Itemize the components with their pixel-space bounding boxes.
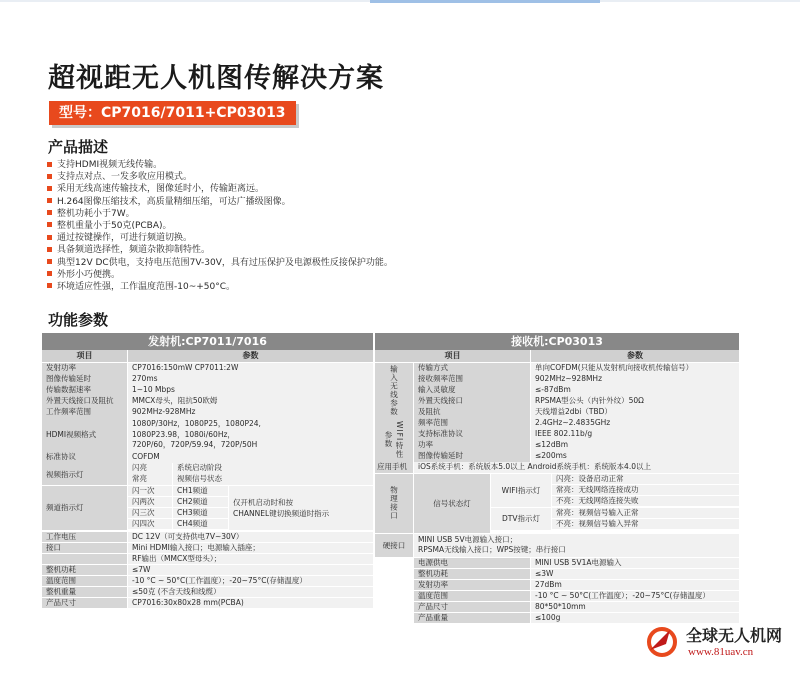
rx-row-value: ≤100g: [531, 613, 739, 624]
feature-text: 整机功耗小于7W。: [57, 208, 135, 219]
rx-app-value: iOS系统手机：系统版本5.0以上 Android系统手机：系统版本4.0以上: [414, 462, 739, 473]
feature-text: 采用无线高速传输技术，图像延时小，传输距离远。: [57, 184, 265, 195]
rx-wifi-led-label: WIFI指示灯: [491, 474, 551, 507]
tx-row-value: 270ms: [128, 374, 373, 385]
tx-row-value: CP7016:30x80x28 mm(PCBA): [128, 598, 373, 609]
bullet-icon: [47, 186, 52, 191]
rx-hw-interface-label: 硬接口: [375, 534, 413, 557]
tx-row-label: 温度范围: [42, 576, 127, 587]
model-badge: 型号：CP7016/7011+CP03013: [49, 101, 296, 125]
video-led-label: 视频指示灯: [42, 463, 127, 485]
tx-row-value: COFDM: [128, 452, 373, 463]
spec-table: [42, 333, 739, 639]
rx-row-value: ≤12dBm: [531, 440, 739, 451]
channel-led-name: CH3频道: [173, 508, 228, 519]
hdmi-format-line: 1080P23.98，1080i/60Hz，: [132, 429, 235, 439]
rx-row-label: 接收频率范围: [414, 374, 530, 385]
top-tab-indicator: [370, 0, 600, 3]
rx-row-value: 2.4GHz~2.4835GHz: [531, 418, 739, 429]
feature-item: [46, 196, 393, 208]
tx-row-label: 传输数据速率: [42, 385, 127, 396]
rx-row-value: 单向COFDM(只能从发射机向接收机传输信号）: [531, 363, 739, 374]
rx-row-value: 80*50*10mm: [531, 602, 739, 613]
channel-led-note-line: 仅开机启动时和按: [233, 497, 293, 507]
bullet-icon: [47, 235, 52, 240]
rx-dtv-led-state: 常亮：视频信号输入正常: [552, 508, 739, 519]
feature-text: 典型12V DC供电，支持电压范围7V-30V，具有过压保护及电源极性反接保护功能。: [57, 257, 393, 268]
bullet-icon: [47, 198, 52, 203]
tx-col-item: 项目: [42, 350, 127, 362]
feature-text: 具备频道选择性，频道杂散抑制特性。: [57, 245, 211, 256]
channel-led-name: CH4频道: [173, 519, 228, 530]
tx-row-value: 902MHz-928MHz: [128, 407, 373, 418]
bullet-icon: [47, 174, 52, 179]
tx-row-value: Mini HDMI输入接口；电源输入插座；: [128, 543, 373, 554]
channel-led-state: 闪一次: [128, 486, 172, 497]
rx-row-value: RPSMA型公头（内针外纹）50Ω: [531, 396, 739, 407]
tx-row-label: 工作频率范围: [42, 407, 127, 418]
logo-name: 全球无人机网: [686, 626, 783, 645]
channel-led-name: CH2频道: [173, 497, 228, 508]
feature-item: [46, 220, 393, 232]
rx-row-value: MINI USB 5V1A电源输入: [531, 558, 739, 569]
rx-row-label: 输入灵敏度: [414, 385, 530, 396]
rx-row-value: 27dBm: [531, 580, 739, 591]
tx-row-label: [42, 554, 127, 565]
tx-row-value: -10 °C ~ 50°C(工作温度）；-20~75°C(存储温度）: [128, 576, 373, 587]
feature-item: [46, 183, 393, 195]
rx-row-label: 温度范围: [414, 591, 530, 602]
rx-row-label: 及阻抗: [414, 407, 530, 418]
section-title-specs: 功能参数: [48, 311, 109, 329]
rx-row-value: ≤3W: [531, 569, 739, 580]
video-led-state: 闪亮: [128, 463, 172, 474]
tx-row-value: DC 12V（可支持供电7V~30V）: [128, 532, 373, 543]
bullet-icon: [47, 162, 52, 167]
channel-led-state: 闪三次: [128, 508, 172, 519]
tx-row-label: 整机重量: [42, 587, 127, 598]
tx-header: 发射机:CP7011/7016: [42, 333, 373, 350]
rx-col-item: 项目: [375, 350, 530, 362]
channel-led-state: 闪两次: [128, 497, 172, 508]
tx-row-value: RF输出（MMCX型母头）；: [128, 554, 373, 565]
feature-item: [46, 171, 393, 183]
tx-row-label: 发射功率: [42, 363, 127, 374]
rx-row-value: ≤200ms: [531, 451, 739, 462]
hdmi-format-line: 720P/60，720P/59.94，720P/50H: [132, 440, 258, 449]
channel-led-name: CH1频道: [173, 486, 228, 497]
rx-app-label: 应用手机: [375, 462, 413, 473]
rx-group-physical: 物理接口: [375, 474, 413, 533]
bullet-icon: [47, 271, 52, 276]
tx-row-value: 1~10 Mbps: [128, 385, 373, 396]
tx-row-label: 图像传输延时: [42, 374, 127, 385]
tx-row-label: 标准协议: [42, 452, 127, 463]
rx-dtv-led-state: 不亮：视频信号输入异常: [552, 519, 739, 530]
feature-item: [46, 281, 393, 293]
tx-col-param: 参数: [128, 350, 373, 362]
tx-row-label: 工作电压: [42, 532, 127, 543]
rx-row-label: 电源供电: [414, 558, 530, 569]
feature-text: 支持点对点、一发多收应用模式。: [57, 172, 193, 183]
hdmi-format-label: HDMI视频格式: [42, 418, 127, 452]
rx-row-label: 传输方式: [414, 363, 530, 374]
tx-row-label: 接口: [42, 543, 127, 554]
channel-led-note-line: CHANNEL键切换频道时指示: [233, 508, 330, 518]
tx-row-label: 外置天线接口及阻抗: [42, 396, 127, 407]
rx-hw-interface-line: MINI USB 5V电源输入接口；: [418, 534, 518, 544]
rx-wifi-led-state: 闪亮：设备启动正常: [552, 474, 739, 485]
rx-group-wifi-params: WIFI特性参数: [375, 418, 413, 462]
rx-wifi-led-state: 不亮：无线网络连接失败: [552, 496, 739, 507]
rx-row-label: 功率: [414, 440, 530, 451]
rx-wifi-led-state: 常亮：无线网络连接成功: [552, 485, 739, 496]
rx-signal-label: 信号状态灯: [414, 474, 490, 533]
tx-row-label: 整机功耗: [42, 565, 127, 576]
video-led-state: 常亮: [128, 474, 172, 485]
video-led-desc: 视频信号状态: [173, 474, 373, 485]
hdmi-format-line: 1080P/30Hz，1080P25，1080P24,: [132, 419, 261, 428]
rx-row-value: IEEE 802.11b/g: [531, 429, 739, 440]
feature-item: [46, 159, 393, 171]
feature-text: 支持HDMI视频无线传输。: [57, 160, 163, 170]
bullet-icon: [47, 222, 52, 227]
rx-dtv-led-label: DTV指示灯: [491, 508, 551, 530]
feature-item: [46, 244, 393, 256]
rx-row-label: 外置天线接口: [414, 396, 530, 407]
bullet-icon: [47, 247, 52, 252]
page-title: 超视距无人机图传解决方案: [48, 63, 384, 94]
feature-item: [46, 208, 393, 220]
feature-list: [46, 159, 393, 293]
feature-item: [46, 257, 393, 269]
rx-row-label: 图像传输延时: [414, 451, 530, 462]
video-led-desc: 系统启动阶段: [173, 463, 373, 474]
rx-group-input-params: 输入无线参数: [375, 363, 413, 418]
bullet-icon: [47, 210, 52, 215]
tx-row-value: MMCX母头，阻抗50欧姆: [128, 396, 373, 407]
tx-row-value: CP7016:150mW CP7011:2W: [128, 363, 373, 374]
rx-row-label: 发射功率: [414, 580, 530, 591]
rx-row-label: 支持标准协议: [414, 429, 530, 440]
feature-item: [46, 269, 393, 281]
bullet-icon: [47, 259, 52, 264]
feature-text: H.264图像压缩技术，高质量精细压缩，可达广播级图像。: [57, 196, 291, 207]
rx-row-value: ≤-87dBm: [531, 385, 739, 396]
bullet-icon: [47, 283, 52, 288]
rx-header: 接收机:CP03013: [375, 333, 739, 350]
rx-row-label: 产品尺寸: [414, 602, 530, 613]
rx-row-value: -10 °C ~ 50°C(工作温度）；-20~75°C(存储温度）: [531, 591, 739, 602]
rx-row-label: 产品重量: [414, 613, 530, 624]
section-title-description: 产品描述: [48, 138, 109, 156]
feature-item: [46, 232, 393, 244]
rx-row-value: 天线增益2dbi（TBD）: [531, 407, 739, 418]
feature-text: 环境适应性强，工作温度范围-10~+50°C。: [57, 281, 236, 292]
channel-led-label: 频道指示灯: [42, 486, 127, 530]
tx-row-value: ≤50克 (不含天线和线缆）: [128, 587, 373, 598]
hdmi-format-values: [128, 418, 373, 452]
feature-text: 通过按键操作，可进行频道切换。: [57, 233, 193, 244]
channel-led-state: 闪四次: [128, 519, 172, 530]
logo-url: www.81uav.cn: [688, 646, 754, 658]
feature-text: 整机重量小于50克(PCBA)。: [57, 220, 172, 231]
rx-row-label: 整机功耗: [414, 569, 530, 580]
channel-led-note: [229, 486, 373, 530]
rx-col-param: 参数: [531, 350, 739, 362]
feature-text: 外形小巧便携。: [57, 269, 121, 280]
rx-row-value: 902MHz~928MHz: [531, 374, 739, 385]
rx-hw-interface-line: RPSMA无线输入接口；WPS按键；串行接口: [418, 545, 566, 554]
tx-row-value: ≤7W: [128, 565, 373, 576]
rx-row-label: 频率范围: [414, 418, 530, 429]
tx-row-label: 产品尺寸: [42, 598, 127, 609]
rx-hw-interface-values: [414, 534, 739, 557]
